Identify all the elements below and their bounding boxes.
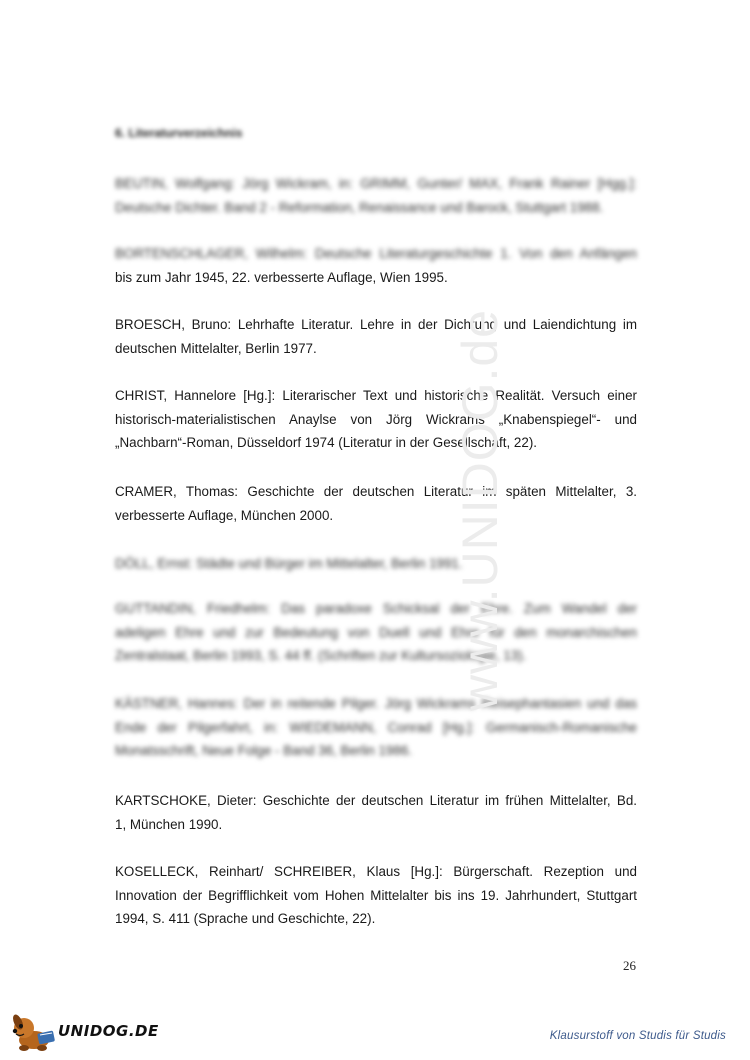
entry-line: bis zum Jahr 1945, 22. verbesserte Auflage, Wien 1995. [115,269,448,285]
entry-line-blurred: DÖLL, Ernst: Städte und Bürger im Mittelalter, Berlin 1991. [115,556,463,571]
entry-line: „Nachbarn“-Roman, Düsseldorf 1974 (Literatur in der Gesellschaft, 22). [115,435,537,450]
unidog-logo [10,1010,160,1052]
bibliography-entry [115,597,637,668]
entry-line: BROESCH, Bruno: Lehrhafte Literatur. Lehre in der Dichtung und Laiendichtung im [115,317,637,332]
entry-line: Innovation der Begrifflichkeit vom Hohen Mittelalter bis ins 19. Jahrhundert, Stuttgart [115,887,637,903]
entry-line-blurred: Monatsschrift, Neue Folge - Band 36, Berlin 1986. [115,743,412,758]
entry-line-blurred: BORTENSCHLAGER, Wilhelm: Deutsche Literaturgeschichte 1. Von den Anfängen [115,246,637,261]
footer-tagline: Klausurstoff von Studis für Studis [549,1030,726,1042]
bibliography-entry [115,860,637,931]
bibliography-entry [115,480,637,527]
entry-line: KARTSCHOKE, Dieter: Geschichte der deutschen Literatur im frühen Mittelalter, Bd. [115,793,637,808]
section-heading: 6. Literaturverzeichnis [115,126,243,140]
entry-line: CRAMER, Thomas: Geschichte der deutschen Literatur im späten Mittelalter, 3. [115,484,637,499]
entry-line: verbesserte Auflage, München 2000. [115,507,334,523]
entry-line: 1994, S. 411 (Sprache und Geschichte, 22). [115,911,376,926]
page-number: 26 [623,958,636,973]
bibliography-entry [115,242,637,289]
bibliography-entry [115,552,637,576]
dog-mascot-icon [10,1010,58,1052]
bibliography-entry [115,313,637,360]
entry-line-blurred: BEUTIN, Wolfgang: Jörg Wickram, in: GRIMM, Gunter/ MAX, Frank Rainer [Hgg.]: [115,176,637,191]
bibliography-entry [115,172,637,219]
entry-line: CHRIST, Hannelore [Hg.]: Literarischer Text und historische Realität. Versuch einer [115,388,637,403]
entry-line-blurred: adeligen Ehre und zur Bedeutung von Duell und Ehre für den monarchischen [115,624,637,640]
entry-line-blurred: Zentralstaat, Berlin 1993, S. 44 ff. (Schriften zur Kultursoziologie, 13). [115,648,527,663]
bibliography-entry [115,692,637,763]
entry-line: deutschen Mittelalter, Berlin 1977. [115,340,317,356]
entry-line-blurred: KÄSTNER, Hannes: Der in reitende Pilger. Jörg Wickrams Reisephantasien und das [115,696,637,711]
bibliography-entry [115,789,637,836]
watermark: www.UNIDOG.de [452,309,508,711]
entry-line-blurred: Ende der Pilgerfahrt, in: WIEDEMANN, Conrad [Hg.]: Germanisch-Romanische [115,719,637,735]
entry-line-blurred: GUTTANDIN, Friedhelm: Das paradoxe Schicksal der Ehre. Zum Wandel der [115,601,637,616]
entry-line-blurred: Deutsche Dichter. Band 2 - Reformation, Renaissance und Barock, Stuttgart 1988. [115,199,604,215]
entry-line: historisch-materialistischen Anaylse von Jörg Wickrams „Knabenspiegel“- und [115,411,637,427]
logo-wordmark: UNIDOG.DE [58,1022,159,1040]
entry-line: KOSELLECK, Reinhart/ SCHREIBER, Klaus [Hg.]: Bürgerschaft. Rezeption und [115,864,637,879]
bibliography-entry [115,384,637,455]
entry-line: 1, München 1990. [115,816,223,832]
